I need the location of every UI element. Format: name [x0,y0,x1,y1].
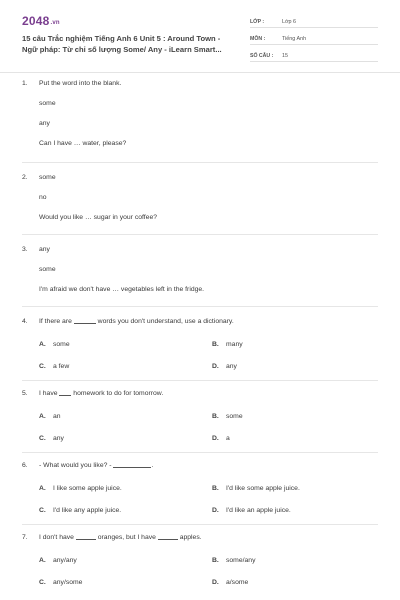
option-b[interactable] [212,341,243,348]
question-line: some [39,266,56,273]
option-text: an [53,413,61,420]
question-text-part: apples. [179,534,202,541]
answer-blank [74,323,96,324]
meta-subject-value: Tiếng Anh [282,36,307,42]
question-number: 7. [22,534,28,541]
question-text-part: homework to do for tomorrow. [73,390,164,397]
worksheet-header [0,0,400,73]
question-text-part: oranges, but I have [97,534,156,541]
option-text: a few [53,363,70,370]
option-text: I'd like an apple juice. [226,507,291,514]
question-number: 5. [22,390,28,397]
question-text: some [39,174,56,181]
site-logo[interactable] [22,14,60,28]
option-c[interactable] [39,507,121,514]
option-letter: B. [212,413,219,420]
option-letter: B. [212,557,219,564]
logo-suffix: .vn [50,20,60,26]
answer-blank [59,395,71,396]
question-text-part: . [151,462,154,469]
option-d[interactable] [212,435,230,442]
question-divider [22,452,378,453]
question-text-part: - What would you like? - [39,462,112,469]
question-text: Put the word into the blank. [39,80,122,87]
meta-class-row [250,14,378,28]
option-letter: C. [39,435,46,442]
question-divider [22,524,378,525]
option-a[interactable] [39,413,61,420]
option-c[interactable] [39,435,64,442]
option-letter: D. [212,507,219,514]
question-text-part: If there are [39,318,72,325]
question-text [39,318,234,325]
question-text [39,390,163,397]
meta-count-label: SỐ CÂU : [250,53,274,59]
option-letter: B. [212,485,219,492]
option-c[interactable] [39,363,69,370]
option-a[interactable] [39,485,122,492]
meta-class-label: LỚP : [250,19,265,25]
option-letter: D. [212,435,219,442]
option-d[interactable] [212,579,248,586]
question-line: Would you like … sugar in your coffee? [39,214,158,221]
option-letter: A. [39,413,46,420]
option-c[interactable] [39,579,82,586]
option-letter: A. [39,341,46,348]
option-letter: B. [212,341,219,348]
option-letter: C. [39,507,46,514]
worksheet-title [22,33,232,55]
option-text: any/some [53,579,83,586]
question-text [39,534,202,541]
question-divider [22,234,378,235]
question-text [39,462,153,469]
meta-subject-row [250,31,378,45]
answer-blank [76,539,96,540]
question-divider [22,380,378,381]
question-number: 2. [22,174,28,181]
answer-blank [158,539,178,540]
answer-blank [113,467,151,468]
option-text: a [226,435,230,442]
option-letter: A. [39,485,46,492]
option-letter: D. [212,579,219,586]
option-text: I'd like any apple juice. [53,507,122,514]
question-number: 1. [22,80,28,87]
question-text-part: I don't have [39,534,74,541]
option-d[interactable] [212,363,237,370]
option-a[interactable] [39,557,77,564]
question-line: I'm afraid we don't have … vegetables left in the fridge. [39,286,205,293]
question-number: 3. [22,246,28,253]
title-line-1: 15 câu Trắc nghiệm Tiếng Anh 6 Unit 5 : Around Town - [22,34,221,43]
meta-count-value: 15 [282,53,288,59]
option-text: I'd like some apple juice. [226,485,300,492]
option-text: any [53,435,64,442]
question-line: any [39,120,50,127]
question-divider [22,162,378,163]
option-d[interactable] [212,507,291,514]
title-line-2: Ngữ pháp: Từ chỉ số lượng Some/ Any - iLearn Smart... [22,45,222,54]
question-number: 6. [22,462,28,469]
option-b[interactable] [212,557,255,564]
option-text: some [226,413,243,420]
option-letter: A. [39,557,46,564]
option-letter: C. [39,363,46,370]
option-text: a/some [226,579,249,586]
option-text: many [226,341,243,348]
meta-class-value: Lớp 6 [282,19,297,25]
option-letter: C. [39,579,46,586]
question-number: 4. [22,318,28,325]
option-text: any/any [53,557,77,564]
option-letter: D. [212,363,219,370]
meta-count-row [250,48,378,62]
option-text: any [226,363,237,370]
question-line: Can I have … water, please? [39,140,127,147]
question-line: no [39,194,47,201]
option-b[interactable] [212,413,243,420]
question-text-part: words you don't understand, use a dictionary. [97,318,234,325]
meta-subject-label: MÔN : [250,36,266,42]
option-text: I like some apple juice. [53,485,122,492]
option-b[interactable] [212,485,300,492]
worksheet-meta [250,14,378,65]
question-text: any [39,246,50,253]
logo-main: 2048 [22,14,50,28]
option-a[interactable] [39,341,70,348]
option-text: some/any [226,557,256,564]
option-text: some [53,341,70,348]
question-text-part: I have [39,390,58,397]
question-divider [22,306,378,307]
question-line: some [39,100,56,107]
